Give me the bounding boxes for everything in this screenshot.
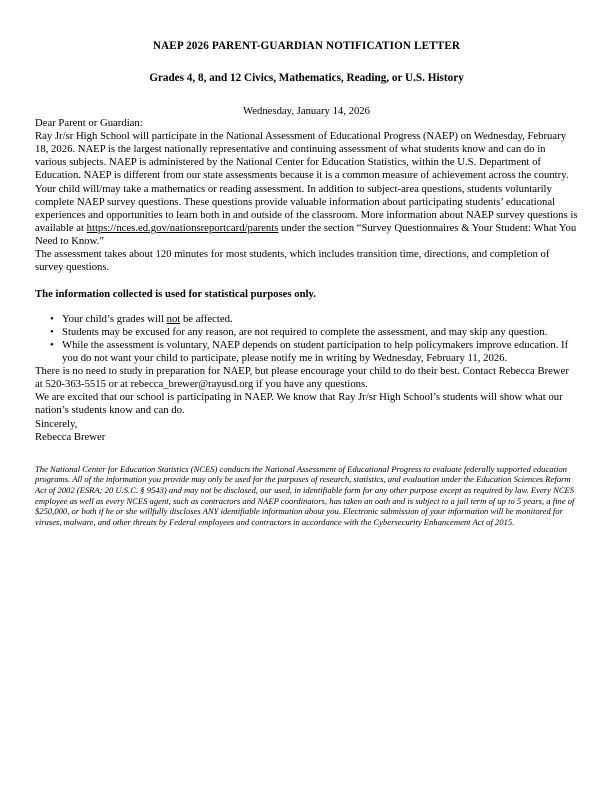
nces-parents-link[interactable]: https://nces.ed.gov/nationsreportcard/parents	[86, 221, 279, 234]
legal-disclaimer: The National Center for Education Statistics (NCES) conducts the National Assessment of Educational Progress to evaluate federally supported education programs. All of the information you provide may only be used for the purposes of research, statistics, and evaluation under the Education Sciences Reform Act of 2002 (ESRA; 20 U.S.C. § 9543) and may not be disclosed, our used, in identifiable form for any other purpose except as required by law. Every NCES employee as well as every NCES agent, such as contractors and NAEP coordinators, has taken an oath and is subject to a jail term of up to 5 years, a fine of $250,000, or both if he or she willfully discloses ANY identifiable information about you. Electronic submission of your information will be monitored for viruses, malware, and other threats by Federal employees and contractors in accordance with the Cybersecurity Enhancement Act of 2015.	[35, 463, 575, 527]
sincerely-line: Sincerely,	[35, 417, 78, 430]
list-item	[35, 313, 578, 326]
paragraph-intro: Ray Jr/sr High School will participate in the National Assessment of Educational Progress (NAEP) on Wednesday, February 18, 2026. NAEP is the largest nationally representative and continuing assessment of what students know and can do in various subjects. NAEP is administered by the National Center for Education Statistics, within the U.S. Department of Education. NAEP is different from our state assessments because it is a common measure of achievement across the country.	[35, 130, 569, 182]
paragraph-survey-text-after-link: under the section “Survey Questionnaires & Your Student: What You Need to Know.”	[35, 221, 577, 247]
salutation: Dear Parent or Guardian:	[35, 117, 143, 130]
bullet-list	[35, 313, 578, 365]
bullet-text-underlined: not	[166, 312, 181, 325]
paragraph-duration: The assessment takes about 120 minutes for most students, which includes transition time, directions, and completion of survey questions.	[35, 248, 550, 274]
document-subtitle: Grades 4, 8, and 12 Civics, Mathematics, Reading, or U.S. History	[149, 72, 464, 85]
paragraph-contact: There is no need to study in preparation for NAEP, but please encourage your child to do their best. Contact Rebecca Brewer at 520-363-5515 or at rebecca_brewer@rayusd.org if you have any questions.	[35, 365, 569, 391]
bullet-text-before: While the assessment is voluntary, NAEP depends on student participation to help policymakers improve education. If you do not want your child to participate, please notify me in writing by Wednesday, February 11, 2026.	[62, 339, 569, 365]
document-body	[35, 41, 578, 527]
signature-name: Rebecca Brewer	[35, 430, 106, 443]
document-date: Wednesday, January 14, 2026	[243, 105, 370, 118]
bullet-text-before: Students may be excused for any reason, are not required to complete the assessment, and may skip any question.	[62, 325, 548, 338]
bullet-text-after: be affected.	[180, 312, 233, 325]
paragraph-closing-remarks: We are excited that our school is participating in NAEP. We know that Ray Jr/sr High School’s students will show what our nation’s students know and can do.	[35, 391, 563, 417]
list-item	[35, 326, 578, 339]
list-item	[35, 339, 578, 365]
paragraph-survey-questions	[35, 183, 578, 248]
bullet-icon: •	[50, 339, 54, 352]
paragraph-survey-text-before-link: Your child will/may take a mathematics or reading assessment. In addition to subject-area questions, students voluntarily complete NAEP survey questions. These questions provide valuable information about participating students’ educational experiences and opportunities to learn both in and outside of the classroom. More information about NAEP survey questions is available at	[35, 182, 578, 234]
bullet-icon: •	[50, 312, 54, 325]
bullet-icon: •	[50, 325, 54, 338]
statistical-purposes-statement: The information collected is used for statistical purposes only.	[35, 287, 316, 300]
bullet-text-before: Your child’s grades will	[62, 312, 167, 325]
page-title: NAEP 2026 PARENT-GUARDIAN NOTIFICATION LETTER	[152, 40, 461, 52]
